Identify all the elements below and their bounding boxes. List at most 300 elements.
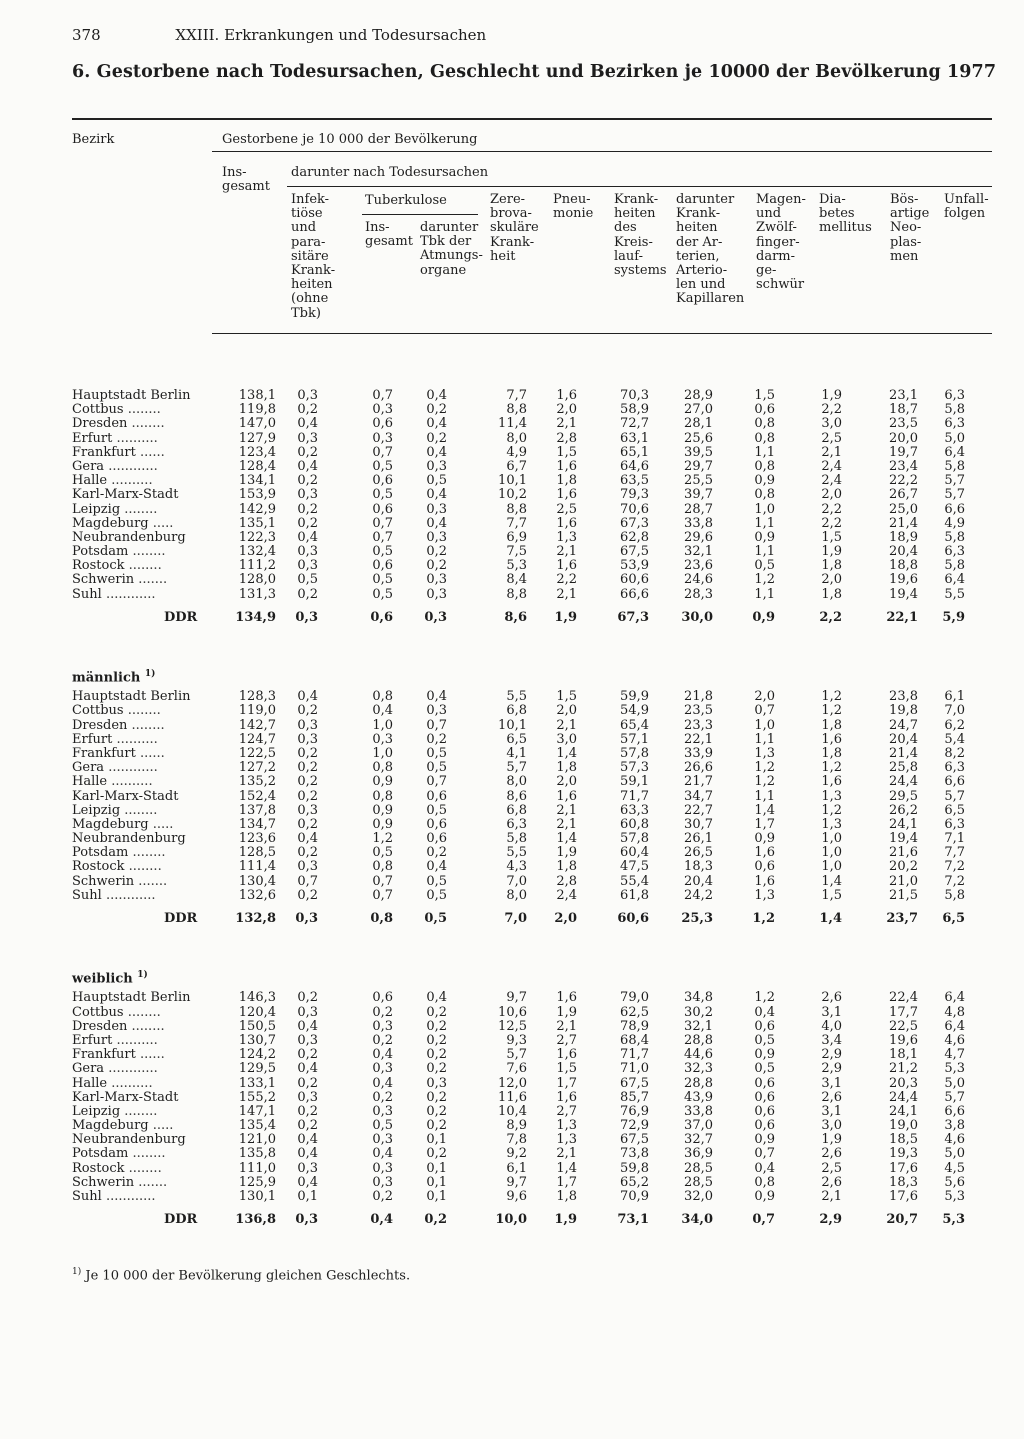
- cell-tbk-atmung: 0,2: [426, 731, 447, 747]
- cell-neoplasmen: 18,8: [889, 558, 918, 574]
- cell-tbk-insgesamt: 0,4: [372, 703, 393, 719]
- cell-tbk-insgesamt: 0,6: [372, 501, 393, 517]
- cell-tbk-atmung: 0,5: [426, 745, 447, 761]
- cell-neoplasmen: 21,4: [889, 515, 918, 531]
- cell-diabetes: 2,0: [821, 487, 842, 503]
- cell-kreislauf: 63,1: [620, 430, 649, 446]
- cell-diabetes: 2,1: [821, 1189, 842, 1204]
- cell-insgesamt: 152,4: [238, 788, 276, 804]
- cell-pneumonie: 1,6: [556, 1089, 577, 1105]
- cell-diabetes: 3,0: [821, 416, 842, 432]
- cell-magen: 2,0: [754, 689, 775, 705]
- cell-kreislauf: 79,3: [620, 487, 649, 503]
- cell-tbk-atmung: 0,5: [426, 802, 447, 818]
- cell-kreislauf: 68,4: [620, 1032, 649, 1048]
- col-header-pneumonie: Pneu- monie: [553, 192, 594, 222]
- table-row: [72, 1105, 972, 1119]
- cell-pneumonie: 1,6: [556, 487, 577, 503]
- table-row: [72, 761, 972, 775]
- bezirk-name: Erfurt ..........: [72, 731, 158, 747]
- cell-magen: 1,6: [754, 845, 775, 861]
- bezirk-name: Potsdam ........: [72, 1146, 166, 1162]
- cell-neoplasmen: 19,3: [889, 1146, 918, 1162]
- bezirk-name: Neubrandenburg: [72, 1132, 186, 1148]
- cell-neoplasmen: 18,1: [889, 1047, 918, 1063]
- cell-arterien: 26,5: [684, 845, 713, 861]
- cell-neoplasmen: 19,4: [889, 586, 918, 602]
- cell-tbk-insgesamt: 0,3: [372, 1103, 393, 1119]
- cell-arterien: 28,7: [684, 501, 713, 517]
- cell-magen: 0,6: [754, 1089, 775, 1105]
- cell-neoplasmen: 22,2: [889, 473, 918, 489]
- cell-tbk-insgesamt: 0,5: [372, 586, 393, 602]
- cell-infekt: 0,2: [297, 788, 318, 804]
- table-row: [72, 545, 972, 559]
- cell-tbk-atmung: 0,2: [426, 544, 447, 560]
- cell-infekt: 0,4: [297, 458, 318, 474]
- cell-infekt: 0,3: [295, 1212, 318, 1228]
- cell-arterien: 24,6: [684, 572, 713, 588]
- bezirk-name: Leipzig ........: [72, 1103, 158, 1119]
- bezirk-name: Neubrandenburg: [72, 831, 186, 847]
- cell-zerebrovaskulaer: 6,1: [506, 1160, 527, 1176]
- cell-unfall: 5,4: [944, 731, 965, 747]
- bezirk-name: Gera ............: [72, 760, 158, 776]
- cell-magen: 0,6: [754, 1118, 775, 1134]
- cell-neoplasmen: 23,7: [886, 911, 918, 926]
- cell-arterien: 44,6: [684, 1047, 713, 1063]
- cell-unfall: 5,7: [944, 788, 965, 804]
- cell-zerebrovaskulaer: 9,7: [506, 990, 527, 1006]
- cell-kreislauf: 70,3: [620, 388, 649, 403]
- cell-tbk-insgesamt: 1,0: [372, 717, 393, 733]
- table-row: [72, 1091, 972, 1105]
- cell-neoplasmen: 22,1: [886, 609, 918, 625]
- section-title: XXIII. Erkrankungen und Todesursachen: [175, 26, 487, 44]
- cell-infekt: 0,3: [297, 859, 318, 875]
- table-row: [72, 860, 972, 874]
- cell-kreislauf: 67,5: [620, 544, 649, 560]
- cell-arterien: 37,0: [684, 1118, 713, 1134]
- cell-tbk-insgesamt: 0,5: [372, 458, 393, 474]
- cell-unfall: 4,8: [944, 1004, 965, 1020]
- cell-kreislauf: 54,9: [620, 703, 649, 719]
- cell-diabetes: 1,5: [821, 529, 842, 545]
- cell-insgesamt: 123,4: [238, 444, 276, 460]
- cell-neoplasmen: 26,7: [889, 487, 918, 503]
- cell-tbk-atmung: 0,2: [426, 845, 447, 861]
- table-row: [72, 889, 972, 903]
- cell-arterien: 28,5: [684, 1174, 713, 1190]
- col-header-darunter: darunter nach Todesursachen: [291, 165, 489, 180]
- col-header-insgesamt: Ins- gesamt: [222, 165, 270, 195]
- cell-unfall: 6,6: [944, 1103, 965, 1119]
- bezirk-name: Schwerin .......: [72, 873, 168, 889]
- cell-arterien: 28,8: [684, 1075, 713, 1091]
- cell-insgesamt: 123,6: [238, 831, 276, 847]
- cell-magen: 0,6: [754, 1075, 775, 1091]
- cell-tbk-insgesamt: 0,7: [372, 515, 393, 531]
- cell-tbk-insgesamt: 0,3: [372, 1061, 393, 1077]
- cell-infekt: 0,3: [297, 1032, 318, 1048]
- cell-pneumonie: 1,3: [556, 1132, 577, 1148]
- bezirk-name: Dresden ........: [72, 717, 165, 733]
- cell-kreislauf: 57,3: [620, 760, 649, 776]
- cell-infekt: 0,2: [297, 774, 318, 790]
- cell-magen: 1,4: [754, 802, 775, 818]
- cell-pneumonie: 2,1: [556, 1146, 577, 1162]
- cell-neoplasmen: 24,1: [889, 816, 918, 832]
- cell-infekt: 0,4: [297, 831, 318, 847]
- cell-arterien: 24,2: [684, 887, 713, 903]
- cell-zerebrovaskulaer: 12,5: [498, 1018, 527, 1034]
- cell-neoplasmen: 21,5: [889, 887, 918, 903]
- cell-pneumonie: 2,1: [556, 717, 577, 733]
- bezirk-name: Leipzig ........: [72, 802, 158, 818]
- cell-neoplasmen: 24,1: [889, 1103, 918, 1119]
- cell-kreislauf: 63,3: [620, 802, 649, 818]
- cell-insgesamt: 128,3: [238, 689, 276, 705]
- cell-arterien: 23,3: [684, 717, 713, 733]
- cell-pneumonie: 1,9: [554, 1212, 577, 1228]
- cell-tbk-atmung: 0,1: [426, 1189, 447, 1204]
- cell-insgesamt: 146,3: [238, 990, 276, 1006]
- cell-tbk-atmung: 0,2: [426, 1018, 447, 1034]
- cell-unfall: 4,5: [944, 1160, 965, 1176]
- cell-tbk-atmung: 0,4: [426, 487, 447, 503]
- cell-infekt: 0,4: [297, 1018, 318, 1034]
- cell-unfall: 7,2: [944, 859, 965, 875]
- cell-magen: 1,5: [754, 388, 775, 403]
- cell-insgesamt: 111,0: [238, 1160, 276, 1176]
- cell-kreislauf: 53,9: [620, 558, 649, 574]
- cell-zerebrovaskulaer: 6,9: [506, 529, 527, 545]
- cell-insgesamt: 155,2: [238, 1089, 276, 1105]
- cell-magen: 1,1: [754, 586, 775, 602]
- cell-tbk-atmung: 0,2: [426, 1061, 447, 1077]
- cell-diabetes: 3,0: [821, 1118, 842, 1134]
- cell-insgesamt: 119,0: [238, 703, 276, 719]
- cell-unfall: 5,3: [942, 1212, 965, 1228]
- bezirk-name: Karl-Marx-Stadt: [72, 487, 179, 503]
- cell-tbk-insgesamt: 0,6: [372, 473, 393, 489]
- table-row: [72, 704, 972, 718]
- col-header-tbk-atmung: darunter Tbk der Atmungs- organe: [420, 220, 483, 278]
- cell-tbk-insgesamt: 0,4: [372, 1146, 393, 1162]
- cell-tbk-atmung: 0,2: [426, 1047, 447, 1063]
- bezirk-name: Magdeburg .....: [72, 1118, 174, 1134]
- cell-zerebrovaskulaer: 7,0: [504, 911, 527, 926]
- table-row: [72, 403, 972, 417]
- cell-unfall: 4,6: [944, 1132, 965, 1148]
- cell-diabetes: 1,9: [821, 544, 842, 560]
- cell-pneumonie: 2,2: [556, 572, 577, 588]
- cell-zerebrovaskulaer: 7,7: [506, 388, 527, 403]
- bezirk-name: Suhl ............: [72, 586, 156, 602]
- cell-tbk-insgesamt: 0,2: [372, 1032, 393, 1048]
- cell-unfall: 5,7: [944, 487, 965, 503]
- table-row: [72, 747, 972, 761]
- table-row: [72, 559, 972, 573]
- cell-pneumonie: 1,4: [556, 1160, 577, 1176]
- table-row: [72, 517, 972, 531]
- footnote-text: Je 10 000 der Bevölkerung gleichen Geschlechts.: [85, 1268, 411, 1284]
- cell-insgesamt: 120,4: [238, 1004, 276, 1020]
- cell-diabetes: 2,6: [821, 1174, 842, 1190]
- cell-insgesamt: 130,4: [238, 873, 276, 889]
- cell-zerebrovaskulaer: 6,8: [506, 802, 527, 818]
- total-row: [72, 1213, 972, 1227]
- cell-magen: 0,9: [754, 1189, 775, 1204]
- bezirk-name: DDR: [164, 911, 198, 926]
- cell-neoplasmen: 23,5: [889, 416, 918, 432]
- cell-magen: 1,6: [754, 873, 775, 889]
- cell-diabetes: 3,1: [821, 1075, 842, 1091]
- cell-arterien: 32,7: [684, 1132, 713, 1148]
- cell-pneumonie: 1,7: [556, 1075, 577, 1091]
- cell-zerebrovaskulaer: 5,7: [506, 760, 527, 776]
- bezirk-name: Rostock ........: [72, 1160, 162, 1176]
- cell-zerebrovaskulaer: 7,7: [506, 515, 527, 531]
- table-row: [72, 1190, 972, 1204]
- cell-infekt: 0,2: [297, 586, 318, 602]
- cell-zerebrovaskulaer: 5,5: [506, 689, 527, 705]
- cell-magen: 0,7: [752, 1212, 775, 1228]
- bezirk-name: Potsdam ........: [72, 544, 166, 560]
- bezirk-name: Frankfurt ......: [72, 1047, 165, 1063]
- cell-pneumonie: 2,5: [556, 501, 577, 517]
- cell-neoplasmen: 21,0: [889, 873, 918, 889]
- cell-unfall: 5,8: [944, 402, 965, 418]
- cell-neoplasmen: 20,3: [889, 1075, 918, 1091]
- cell-magen: 0,7: [754, 703, 775, 719]
- cell-zerebrovaskulaer: 4,3: [506, 859, 527, 875]
- bezirk-name: Dresden ........: [72, 1018, 165, 1034]
- cell-kreislauf: 60,6: [620, 572, 649, 588]
- cell-zerebrovaskulaer: 8,8: [506, 586, 527, 602]
- cell-magen: 1,0: [754, 717, 775, 733]
- cell-insgesamt: 128,0: [238, 572, 276, 588]
- cell-pneumonie: 2,1: [556, 416, 577, 432]
- cell-tbk-atmung: 0,6: [426, 816, 447, 832]
- cell-tbk-atmung: 0,2: [426, 1118, 447, 1134]
- cell-insgesamt: 119,8: [238, 402, 276, 418]
- cell-tbk-insgesamt: 0,7: [372, 529, 393, 545]
- cell-tbk-atmung: 0,7: [426, 774, 447, 790]
- cell-insgesamt: 153,9: [238, 487, 276, 503]
- cell-magen: 0,8: [754, 458, 775, 474]
- cell-infekt: 0,4: [297, 689, 318, 705]
- cell-tbk-insgesamt: 0,9: [372, 774, 393, 790]
- cell-infekt: 0,7: [297, 873, 318, 889]
- cell-zerebrovaskulaer: 9,7: [506, 1174, 527, 1190]
- table-row: [72, 573, 972, 587]
- cell-tbk-atmung: 0,5: [424, 911, 447, 926]
- bezirk-name: Cottbus ........: [72, 1004, 161, 1020]
- cell-diabetes: 2,2: [821, 402, 842, 418]
- cell-diabetes: 2,5: [821, 430, 842, 446]
- cell-pneumonie: 2,1: [556, 1018, 577, 1034]
- cell-tbk-insgesamt: 0,5: [372, 845, 393, 861]
- cell-tbk-insgesamt: 0,3: [372, 402, 393, 418]
- cell-tbk-insgesamt: 0,8: [372, 788, 393, 804]
- cell-unfall: 6,3: [944, 544, 965, 560]
- cell-pneumonie: 1,6: [556, 515, 577, 531]
- total-row: [72, 912, 972, 926]
- table-row: [72, 1048, 972, 1062]
- cell-pneumonie: 1,9: [554, 609, 577, 625]
- col-header-top: Gestorbene je 10 000 der Bevölkerung: [222, 132, 478, 147]
- cell-arterien: 21,7: [684, 774, 713, 790]
- cell-pneumonie: 3,0: [556, 731, 577, 747]
- cell-pneumonie: 2,1: [556, 802, 577, 818]
- cell-pneumonie: 2,8: [556, 873, 577, 889]
- cell-pneumonie: 1,6: [556, 458, 577, 474]
- cell-zerebrovaskulaer: 9,2: [506, 1146, 527, 1162]
- cell-insgesamt: 121,0: [238, 1132, 276, 1148]
- cell-zerebrovaskulaer: 6,8: [506, 703, 527, 719]
- cell-unfall: 3,8: [944, 1118, 965, 1134]
- cell-neoplasmen: 21,6: [889, 845, 918, 861]
- table-row: [72, 1006, 972, 1020]
- table-title: 6. Gestorbene nach Todesursachen, Geschlecht und Bezirken je 10000 der Bevölkerung 1977: [72, 62, 997, 82]
- cell-zerebrovaskulaer: 9,6: [506, 1189, 527, 1204]
- total-row: [72, 611, 972, 625]
- cell-neoplasmen: 17,6: [889, 1160, 918, 1176]
- cell-tbk-atmung: 0,4: [426, 990, 447, 1006]
- header-rule-1: [212, 151, 992, 152]
- cell-tbk-insgesamt: 0,2: [372, 1004, 393, 1020]
- cell-infekt: 0,2: [297, 1103, 318, 1119]
- cell-magen: 0,4: [754, 1004, 775, 1020]
- cell-neoplasmen: 20,0: [889, 430, 918, 446]
- cell-pneumonie: 1,9: [556, 1004, 577, 1020]
- cell-insgesamt: 124,7: [238, 731, 276, 747]
- col-header-tuberkulose: Tuberkulose: [365, 193, 447, 208]
- cell-neoplasmen: 25,0: [889, 501, 918, 517]
- cell-magen: 0,4: [754, 1160, 775, 1176]
- cell-tbk-atmung: 0,4: [426, 515, 447, 531]
- cell-zerebrovaskulaer: 7,6: [506, 1061, 527, 1077]
- cell-magen: 1,1: [754, 788, 775, 804]
- cell-unfall: 7,2: [944, 873, 965, 889]
- cell-arterien: 26,1: [684, 831, 713, 847]
- cell-infekt: 0,3: [297, 802, 318, 818]
- cell-infekt: 0,2: [297, 703, 318, 719]
- bezirk-name: Hauptstadt Berlin: [72, 990, 191, 1006]
- cell-kreislauf: 61,8: [620, 887, 649, 903]
- cell-pneumonie: 2,0: [556, 774, 577, 790]
- cell-arterien: 43,9: [684, 1089, 713, 1105]
- cell-neoplasmen: 20,4: [889, 544, 918, 560]
- cell-zerebrovaskulaer: 9,3: [506, 1032, 527, 1048]
- cell-magen: 1,1: [754, 444, 775, 460]
- cell-arterien: 28,8: [684, 1032, 713, 1048]
- cell-diabetes: 1,3: [821, 816, 842, 832]
- cell-arterien: 30,7: [684, 816, 713, 832]
- cell-infekt: 0,2: [297, 887, 318, 903]
- cell-neoplasmen: 22,5: [889, 1018, 918, 1034]
- cell-tbk-atmung: 0,3: [426, 703, 447, 719]
- cell-infekt: 0,3: [297, 1160, 318, 1176]
- bezirk-name: Suhl ............: [72, 1189, 156, 1204]
- cell-tbk-insgesamt: 0,7: [372, 873, 393, 889]
- table-row: [72, 1077, 972, 1091]
- cell-zerebrovaskulaer: 8,0: [506, 887, 527, 903]
- cell-magen: 0,7: [754, 1146, 775, 1162]
- cell-infekt: 0,1: [297, 1189, 318, 1204]
- cell-tbk-atmung: 0,3: [426, 458, 447, 474]
- cell-arterien: 34,8: [684, 990, 713, 1006]
- cell-tbk-atmung: 0,2: [424, 1212, 447, 1228]
- col-header-tbk-insgesamt: Ins- gesamt: [365, 220, 413, 250]
- cell-insgesamt: 135,8: [238, 1146, 276, 1162]
- cell-arterien: 25,3: [681, 911, 713, 926]
- cell-neoplasmen: 18,9: [889, 529, 918, 545]
- cell-tbk-atmung: 0,2: [426, 402, 447, 418]
- cell-unfall: 6,4: [944, 1018, 965, 1034]
- cell-arterien: 32,1: [684, 1018, 713, 1034]
- cell-tbk-atmung: 0,1: [426, 1174, 447, 1190]
- cell-unfall: 5,9: [942, 609, 965, 625]
- cell-diabetes: 1,2: [821, 689, 842, 705]
- cell-diabetes: 2,9: [821, 1047, 842, 1063]
- bezirk-name: Gera ............: [72, 1061, 158, 1077]
- cell-infekt: 0,3: [297, 717, 318, 733]
- table-row: [72, 488, 972, 502]
- cell-kreislauf: 65,1: [620, 444, 649, 460]
- cell-pneumonie: 1,6: [556, 388, 577, 403]
- cell-tbk-atmung: 0,1: [426, 1132, 447, 1148]
- cell-tbk-atmung: 0,2: [426, 1032, 447, 1048]
- cell-insgesamt: 122,5: [238, 745, 276, 761]
- cell-arterien: 39,5: [684, 444, 713, 460]
- cell-insgesamt: 137,8: [238, 802, 276, 818]
- cell-pneumonie: 1,8: [556, 760, 577, 776]
- cell-arterien: 25,5: [684, 473, 713, 489]
- cell-tbk-atmung: 0,3: [426, 572, 447, 588]
- cell-infekt: 0,2: [297, 444, 318, 460]
- cell-tbk-atmung: 0,5: [426, 760, 447, 776]
- cell-infekt: 0,3: [295, 609, 318, 625]
- cell-insgesamt: 138,1: [238, 388, 276, 403]
- cell-neoplasmen: 22,4: [889, 990, 918, 1006]
- bezirk-name: Hauptstadt Berlin: [72, 689, 191, 705]
- bezirk-name: Halle ..........: [72, 473, 153, 489]
- table-row: [72, 832, 972, 846]
- header-bottom-rule: [212, 333, 992, 334]
- cell-kreislauf: 73,1: [617, 1212, 649, 1228]
- bezirk-name: Erfurt ..........: [72, 430, 158, 446]
- bezirk-name: Neubrandenburg: [72, 529, 186, 545]
- table-row: [72, 991, 972, 1005]
- bezirk-name: Rostock ........: [72, 859, 162, 875]
- cell-pneumonie: 1,7: [556, 1174, 577, 1190]
- cell-unfall: 6,3: [944, 816, 965, 832]
- cell-infekt: 0,2: [297, 816, 318, 832]
- bezirk-name: Frankfurt ......: [72, 745, 165, 761]
- cell-magen: 1,1: [754, 544, 775, 560]
- cell-unfall: 5,8: [944, 529, 965, 545]
- cell-zerebrovaskulaer: 8,0: [506, 774, 527, 790]
- cell-tbk-insgesamt: 0,3: [372, 430, 393, 446]
- cell-kreislauf: 60,4: [620, 845, 649, 861]
- bezirk-name: DDR: [164, 609, 198, 625]
- cell-kreislauf: 65,2: [620, 1174, 649, 1190]
- cell-insgesamt: 127,9: [238, 430, 276, 446]
- cell-tbk-insgesamt: 0,5: [372, 487, 393, 503]
- cell-pneumonie: 1,6: [556, 990, 577, 1006]
